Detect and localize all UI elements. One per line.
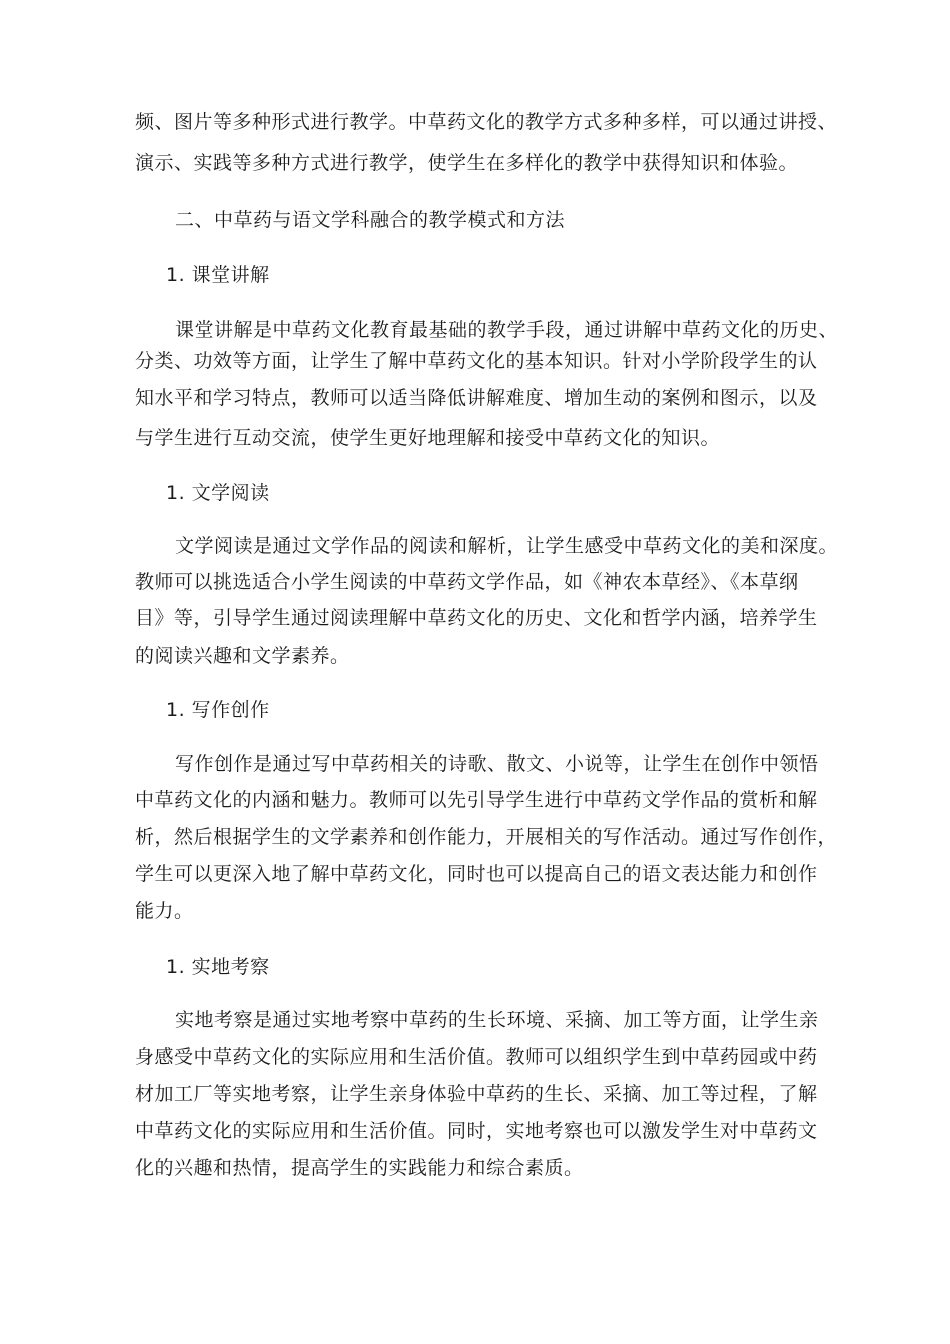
paragraph-line: 材加工厂等实地考察，让学生亲身体验中草药的生长、采摘、加工等过程，了解: [135, 1083, 818, 1105]
paragraph-line: 课堂讲解是中草药文化教育最基础的教学手段，通过讲解中草药文化的历史、: [175, 319, 839, 341]
paragraph-line: 身感受中草药文化的实际应用和生活价值。教师可以组织学生到中草药园或中药: [135, 1046, 818, 1068]
paragraph-line: 析，然后根据学生的文学素养和创作能力，开展相关的写作活动。通过写作创作，: [135, 826, 838, 848]
paragraph-line: 频、图片等多种形式进行教学。中草药文化的教学方式多种多样，可以通过讲授、: [135, 111, 838, 133]
subsection-heading: 1. 课堂讲解: [166, 264, 270, 286]
subsection-heading: 1. 文学阅读: [166, 482, 270, 504]
paragraph-line: 学生可以更深入地了解中草药文化，同时也可以提高自己的语文表达能力和创作: [135, 863, 818, 885]
paragraph-line: 中草药文化的实际应用和生活价值。同时，实地考察也可以激发学生对中草药文: [135, 1120, 818, 1142]
paragraph-line: 文学阅读是通过文学作品的阅读和解析，让学生感受中草药文化的美和深度。: [175, 535, 839, 557]
paragraph-line: 目》等，引导学生通过阅读理解中草药文化的历史、文化和哲学内涵，培养学生: [135, 607, 818, 629]
paragraph-line: 演示、实践等多种方式进行教学，使学生在多样化的教学中获得知识和体验。: [135, 152, 799, 174]
paragraph-line: 分类、功效等方面，让学生了解中草药文化的基本知识。针对小学阶段学生的认: [135, 350, 818, 372]
paragraph-line: 化的兴趣和热情，提高学生的实践能力和综合素质。: [135, 1157, 584, 1179]
paragraph-line: 的阅读兴趣和文学素养。: [135, 645, 350, 667]
section-heading: 二、中草药与语文学科融合的教学模式和方法: [175, 209, 566, 231]
paragraph-line: 与学生进行互动交流，使学生更好地理解和接受中草药文化的知识。: [135, 427, 721, 449]
paragraph-line: 实地考察是通过实地考察中草药的生长环境、采摘、加工等方面，让学生亲: [175, 1009, 819, 1031]
subsection-heading: 1. 写作创作: [166, 699, 270, 721]
paragraph-line: 能力。: [135, 900, 194, 922]
paragraph-line: 写作创作是通过写中草药相关的诗歌、散文、小说等，让学生在创作中领悟: [175, 753, 819, 775]
paragraph-line: 中草药文化的内涵和魅力。教师可以先引导学生进行中草药文学作品的赏析和解: [135, 789, 818, 811]
paragraph-line: 知水平和学习特点，教师可以适当降低讲解难度、增加生动的案例和图示，以及: [135, 387, 818, 409]
subsection-heading: 1. 实地考察: [166, 956, 270, 978]
paragraph-line: 教师可以挑选适合小学生阅读的中草药文学作品，如《神农本草经》、《本草纲: [135, 571, 799, 593]
